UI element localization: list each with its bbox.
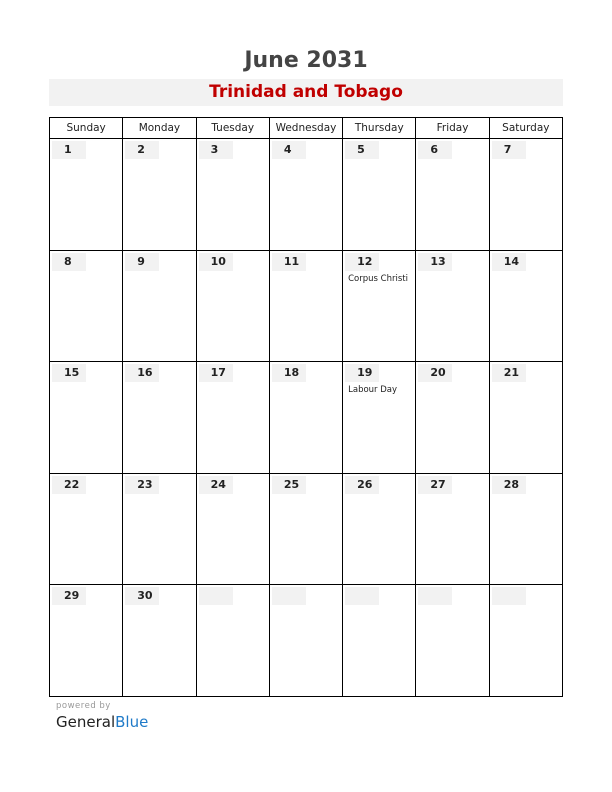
day-number: 10 bbox=[199, 253, 233, 271]
day-cell bbox=[197, 251, 270, 363]
weekday-tuesday: Tuesday bbox=[197, 118, 270, 139]
day-number: 19 bbox=[345, 364, 379, 382]
day-cell bbox=[416, 362, 489, 474]
day-cell bbox=[490, 139, 563, 251]
week-row-5 bbox=[50, 585, 563, 697]
weekday-monday: Monday bbox=[123, 118, 196, 139]
day-cell bbox=[416, 585, 489, 697]
day-cell bbox=[197, 139, 270, 251]
day-cell bbox=[197, 585, 270, 697]
empty-day-marker bbox=[345, 587, 379, 605]
day-number: 7 bbox=[492, 141, 526, 159]
day-number: 23 bbox=[125, 476, 159, 494]
day-number: 30 bbox=[125, 587, 159, 605]
week-row-3 bbox=[50, 362, 563, 474]
week-row-1 bbox=[50, 139, 563, 251]
day-cell bbox=[416, 474, 489, 586]
day-number: 27 bbox=[418, 476, 452, 494]
day-cell bbox=[270, 251, 343, 363]
day-number: 20 bbox=[418, 364, 452, 382]
day-cell bbox=[50, 474, 123, 586]
day-number: 8 bbox=[52, 253, 86, 271]
day-cell bbox=[123, 362, 196, 474]
day-number: 9 bbox=[125, 253, 159, 271]
powered-by-text: powered by bbox=[56, 701, 111, 711]
day-cell bbox=[197, 474, 270, 586]
day-number: 22 bbox=[52, 476, 86, 494]
day-cell bbox=[50, 585, 123, 697]
holiday-label: Corpus Christi bbox=[348, 273, 408, 284]
day-cell bbox=[123, 251, 196, 363]
day-cell bbox=[270, 362, 343, 474]
weekday-sunday: Sunday bbox=[50, 118, 123, 139]
calendar-grid bbox=[49, 117, 563, 697]
weekday-header-row bbox=[50, 118, 563, 139]
day-cell bbox=[270, 474, 343, 586]
day-number: 17 bbox=[199, 364, 233, 382]
day-cell bbox=[343, 474, 416, 586]
day-number: 13 bbox=[418, 253, 452, 271]
day-cell bbox=[197, 362, 270, 474]
weekday-wednesday: Wednesday bbox=[270, 118, 343, 139]
day-cell bbox=[50, 362, 123, 474]
day-cell bbox=[490, 251, 563, 363]
day-number: 11 bbox=[272, 253, 306, 271]
day-cell bbox=[123, 474, 196, 586]
day-cell bbox=[270, 585, 343, 697]
empty-day-marker bbox=[418, 587, 452, 605]
day-number: 29 bbox=[52, 587, 86, 605]
country-banner: Trinidad and Tobago bbox=[49, 79, 563, 106]
day-number: 16 bbox=[125, 364, 159, 382]
brand-name-general: General bbox=[56, 713, 116, 731]
day-cell bbox=[490, 474, 563, 586]
empty-day-marker bbox=[492, 587, 526, 605]
generalblue-logo bbox=[56, 712, 148, 732]
day-cell bbox=[123, 585, 196, 697]
day-number: 25 bbox=[272, 476, 306, 494]
day-cell bbox=[343, 585, 416, 697]
empty-day-marker bbox=[272, 587, 306, 605]
day-number: 14 bbox=[492, 253, 526, 271]
day-number: 1 bbox=[52, 141, 86, 159]
day-cell bbox=[343, 362, 416, 474]
day-number: 15 bbox=[52, 364, 86, 382]
day-number: 4 bbox=[272, 141, 306, 159]
holiday-label: Labour Day bbox=[348, 385, 398, 396]
day-number: 24 bbox=[199, 476, 233, 494]
weekday-friday: Friday bbox=[416, 118, 489, 139]
day-cell bbox=[416, 139, 489, 251]
day-cell bbox=[416, 251, 489, 363]
day-cell bbox=[270, 139, 343, 251]
empty-day-marker bbox=[199, 587, 233, 605]
week-row-2 bbox=[50, 251, 563, 363]
day-number: 28 bbox=[492, 476, 526, 494]
day-cell bbox=[490, 362, 563, 474]
page-title: June 2031 bbox=[244, 48, 368, 73]
day-cell bbox=[50, 251, 123, 363]
brand-name-blue: Blue bbox=[115, 713, 149, 731]
day-number: 21 bbox=[492, 364, 526, 382]
day-number: 5 bbox=[345, 141, 379, 159]
day-number: 6 bbox=[418, 141, 452, 159]
footer-branding bbox=[56, 700, 148, 732]
day-cell bbox=[490, 585, 563, 697]
day-cell bbox=[343, 251, 416, 363]
day-cell bbox=[123, 139, 196, 251]
weekday-thursday: Thursday bbox=[343, 118, 416, 139]
day-number: 2 bbox=[125, 141, 159, 159]
day-number: 26 bbox=[345, 476, 379, 494]
day-cell bbox=[50, 139, 123, 251]
weekday-saturday: Saturday bbox=[490, 118, 563, 139]
day-number: 18 bbox=[272, 364, 306, 382]
week-row-4 bbox=[50, 474, 563, 586]
day-cell bbox=[343, 139, 416, 251]
day-number: 12 bbox=[345, 253, 379, 271]
day-number: 3 bbox=[199, 141, 233, 159]
